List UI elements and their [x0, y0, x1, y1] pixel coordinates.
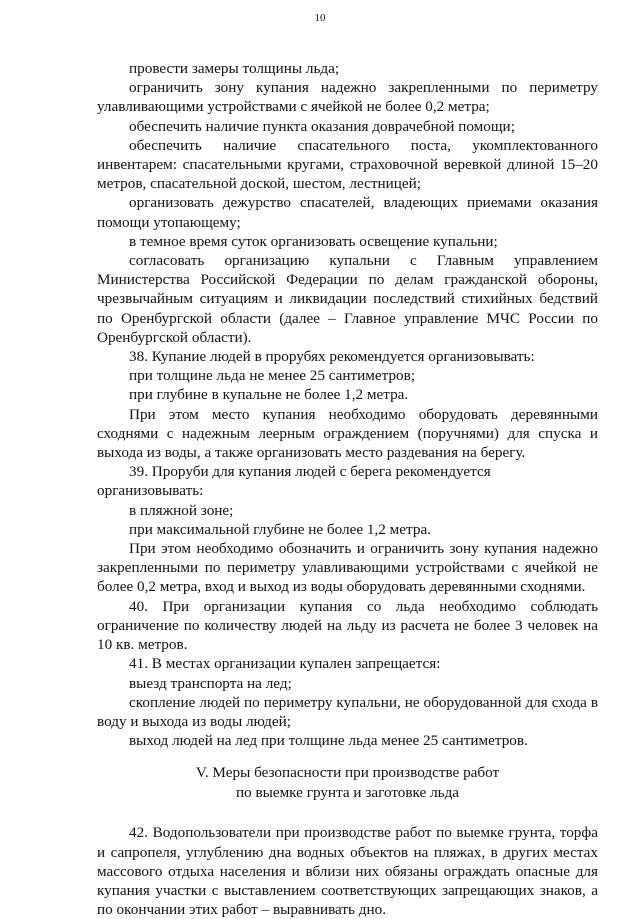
paragraph: скопление людей по периметру купальни, не оборудованной для схода в воду и выхода из воды людей;	[97, 693, 598, 730]
paragraph: согласовать организацию купальни с Главным управлением Министерства Российской Федерации по делам гражданской обороны, чрезвычайным ситуациям и ликвидации последствий стихийных бедствий по Оренбургской области (далее – Главное управление МЧС России по Оренбургской области).	[97, 252, 598, 346]
paragraph: ограничить зону купания надежно закрепленными по периметру улавливающими устройствами с ячейкой не более 0,2 метра;	[97, 79, 598, 116]
page-number: 10	[314, 12, 326, 24]
paragraph: 39. Проруби для купания людей с берега рекомендуется организовывать:	[97, 463, 491, 500]
paragraph: 38. Купание людей в прорубях рекомендуется организовывать:	[129, 348, 535, 366]
paragraph: 42. Водопользователи при производстве работ по выемке грунта, торфа и сапропеля, углублению дна водных объектов на пляжах, в других местах массового отдыха населения и вблизи них обязаны ограждать опасные для купания участки с выставлением соответствующих запрещающих знаков, а по окончании этих работ – выравнивать дно.	[97, 824, 598, 919]
paragraph: организовать дежурство спасателей, владеющих приемами оказания помощи утопающему;	[97, 194, 598, 231]
section-heading-line: по выемке грунта и заготовке льда	[235, 784, 460, 802]
paragraph: в темное время суток организовать освещение купальни;	[129, 232, 498, 250]
paragraph: 41. В местах организации купален запрещается:	[129, 655, 441, 673]
paragraph: выход людей на лед при толщине льда менее 25 сантиметров.	[129, 732, 528, 750]
paragraph: при глубине в купальне не более 1,2 метра.	[129, 386, 409, 404]
document-body	[97, 59, 598, 919]
paragraph: в пляжной зоне;	[129, 501, 234, 519]
paragraph: 40. При организации купания со льда необходимо соблюдать ограничение по количеству людей на льду из расчета не более 3 человек на 10 кв. метров.	[97, 597, 598, 654]
paragraph: обеспечить наличие пункта оказания доврачебной помощи;	[129, 117, 515, 135]
paragraph: провести замеры толщины льда;	[129, 60, 340, 77]
paragraph: при толщине льда не менее 25 сантиметров;	[129, 367, 416, 385]
paragraph: при максимальной глубине не более 1,2 метра.	[129, 520, 431, 538]
section-heading-line: V. Меры безопасности при производстве работ	[195, 764, 500, 782]
paragraph: При этом необходимо обозначить и ограничить зону купания надежно закрепленными по периметру улавливающими устройствами с ячейкой не более 0,2 метра, вход и выход из воды оборудовать деревянными сходнями.	[97, 540, 598, 596]
paragraph: При этом место купания необходимо оборудовать деревянными сходнями с надежным леерным ограждением (поручнями) для спуска и выхода из воды, а также организовать место раздевания на берегу.	[97, 405, 598, 462]
paragraph: выезд транспорта на лед;	[129, 674, 292, 692]
section-heading	[97, 763, 598, 803]
paragraph: обеспечить наличие спасательного поста, укомплектованного инвентарем: спасательными кругами, страховочной веревкой длиной 15–20 метров, спасательной доской, шестом, лестницей;	[97, 136, 598, 193]
